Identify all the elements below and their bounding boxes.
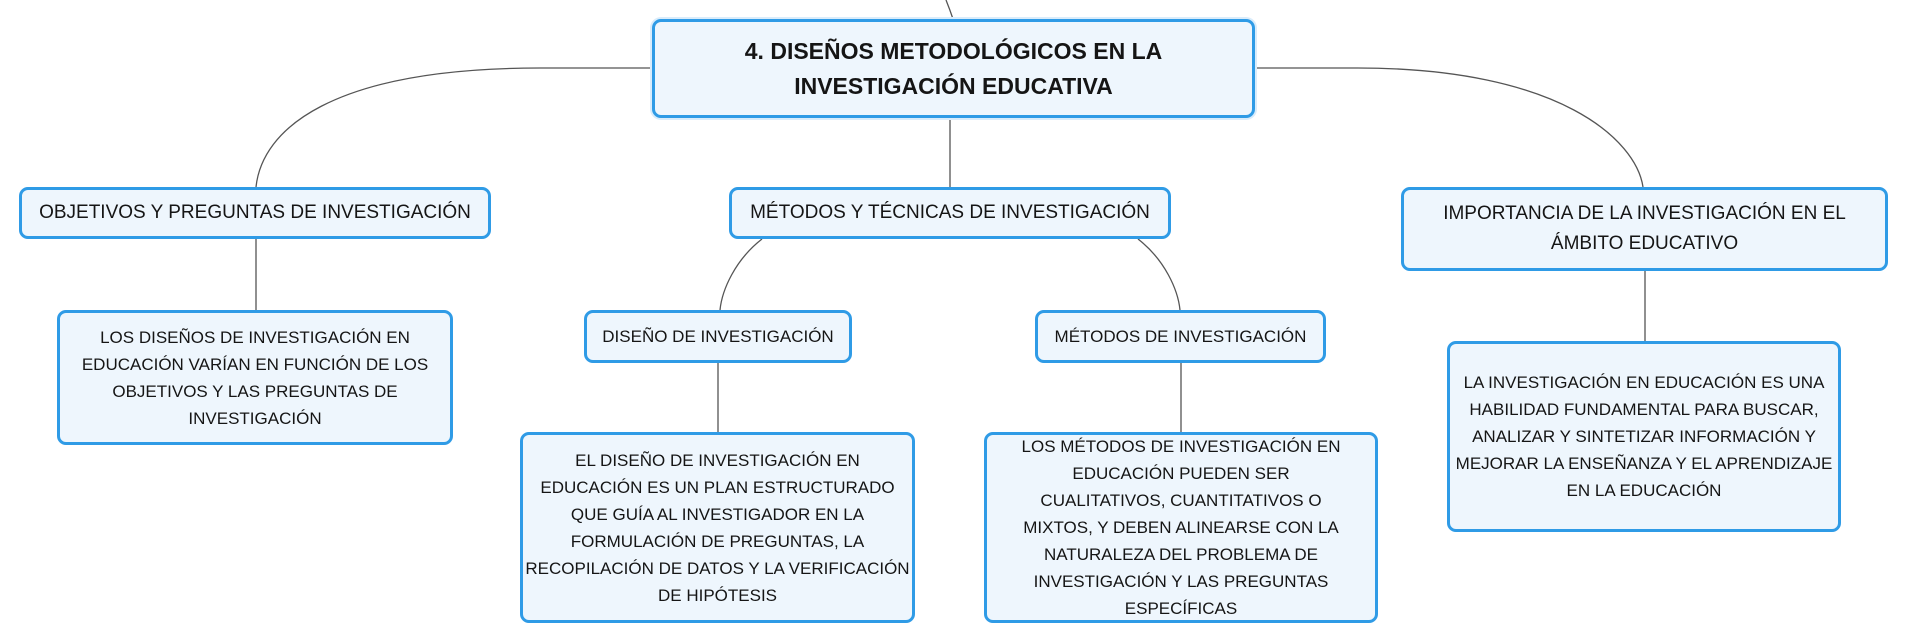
- topic-importancia-label: IMPORTANCIA DE LA INVESTIGACIÓN EN EL ÁMBITO EDUCATIVO: [1443, 203, 1846, 254]
- connector-root-to-objetivos: [256, 68, 652, 187]
- subtopic-metodos-detail-text: LOS MÉTODOS DE INVESTIGACIÓN EN EDUCACIÓN PUEDEN SER CUALITATIVOS, CUANTITATIVOS O MIXTOS, Y DEBEN ALINEARSE CON LA NATURALEZA DEL PROBLEMA DE INVESTIGACIÓN Y LAS PREGUNTAS ESPECÍFICAS: [1021, 437, 1341, 618]
- topic-objetivos[interactable]: [19, 187, 491, 239]
- topic-metodos-tecnicas[interactable]: [729, 187, 1171, 239]
- subtopic-diseno-detail[interactable]: [520, 432, 915, 623]
- topic-importancia[interactable]: [1401, 187, 1888, 271]
- subtopic-importancia-detail-text: LA INVESTIGACIÓN EN EDUCACIÓN ES UNA HABILIDAD FUNDAMENTAL PARA BUSCAR, ANALIZAR Y SINTETIZAR INFORMACIÓN Y MEJORAR LA ENSEÑANZA Y EL APRENDIZAJE EN LA EDUCACIÓN: [1455, 373, 1833, 500]
- subtopic-objetivos-detail[interactable]: [57, 310, 453, 445]
- connector-parent-to-root: [946, 0, 953, 19]
- root-topic[interactable]: [652, 19, 1255, 118]
- subtopic-objetivos-detail-text: LOS DISEÑOS DE INVESTIGACIÓN EN EDUCACIÓN VARÍAN EN FUNCIÓN DE LOS OBJETIVOS Y LAS PREGUNTAS DE INVESTIGACIÓN: [81, 327, 429, 428]
- connector-root-to-importancia: [1255, 68, 1643, 187]
- subtopic-metodos[interactable]: [1035, 310, 1326, 363]
- subtopic-diseno-detail-text: EL DISEÑO DE INVESTIGACIÓN EN EDUCACIÓN ES UN PLAN ESTRUCTURADO QUE GUÍA AL INVESTIGADOR EN LA FORMULACIÓN DE PREGUNTAS, LA RECOPILACIÓN DE DATOS Y LA VERIFICACIÓN DE HIPÓTESIS: [525, 450, 910, 605]
- subtopic-diseno-label: DISEÑO DE INVESTIGACIÓN: [602, 326, 834, 346]
- root-topic-label: 4. DISEÑOS METODOLÓGICOS EN LA INVESTIGACIÓN EDUCATIVA: [744, 37, 1163, 99]
- topic-metodos-tecnicas-label: MÉTODOS Y TÉCNICAS DE INVESTIGACIÓN: [750, 202, 1150, 223]
- subtopic-diseno[interactable]: [584, 310, 852, 363]
- connector-metodos-tecnicas-to-metodos: [1138, 239, 1180, 310]
- topic-objetivos-label: OBJETIVOS Y PREGUNTAS DE INVESTIGACIÓN: [39, 202, 471, 223]
- subtopic-importancia-detail[interactable]: [1447, 341, 1841, 532]
- subtopic-metodos-label: MÉTODOS DE INVESTIGACIÓN: [1054, 326, 1307, 346]
- subtopic-metodos-detail[interactable]: [984, 432, 1378, 623]
- connector-metodos-tecnicas-to-diseno: [720, 239, 762, 310]
